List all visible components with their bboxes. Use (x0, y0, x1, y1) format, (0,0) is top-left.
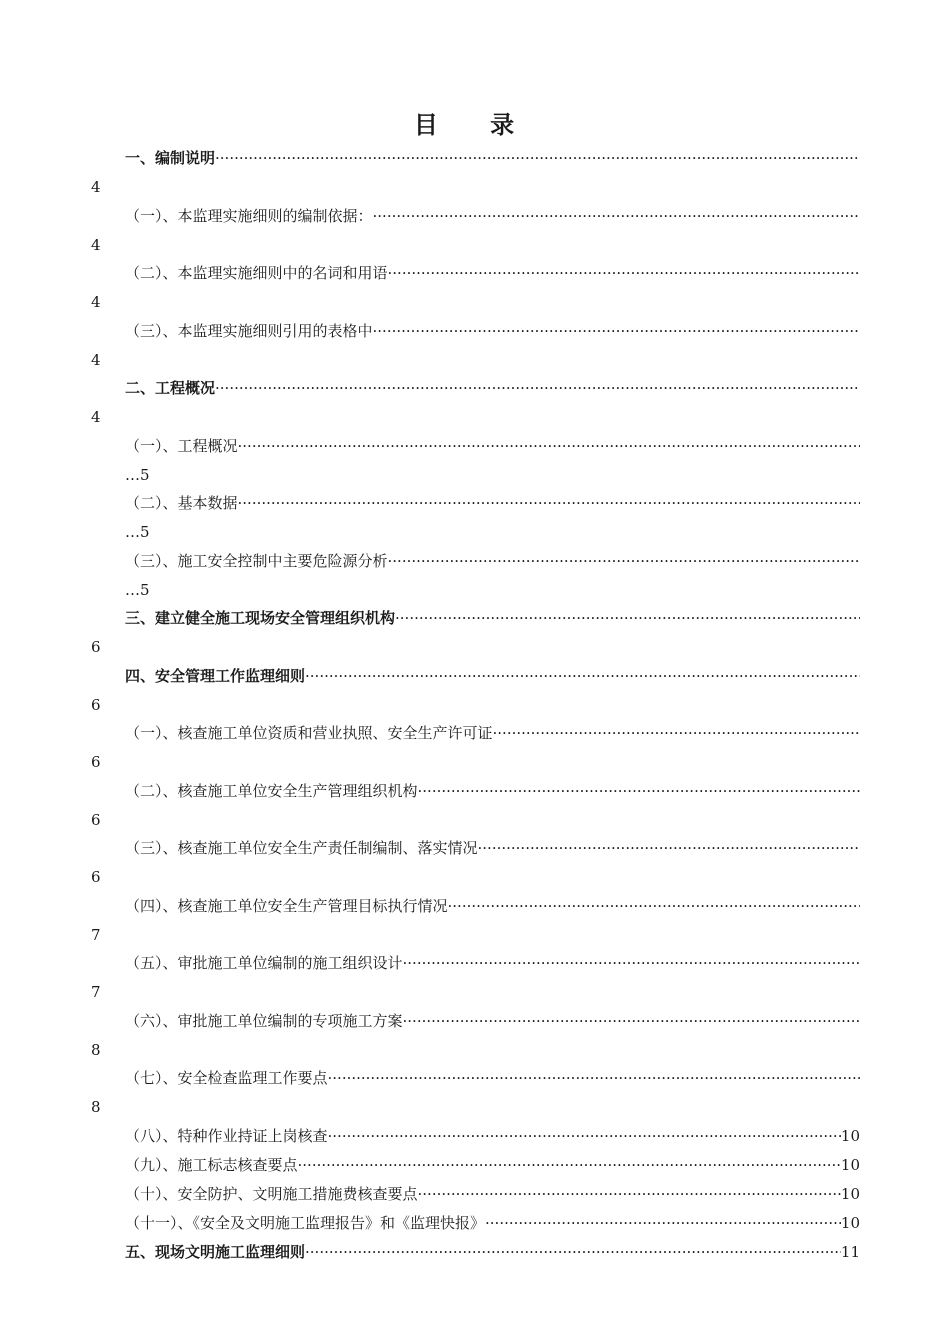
toc-page-number: 6 (91, 753, 101, 771)
toc-page-number: 8 (91, 1040, 101, 1059)
toc-leader-dots (403, 952, 860, 974)
toc-entry[interactable] (125, 492, 860, 514)
toc-entry-label: （一）、核查施工单位资质和营业执照、安全生产许可证 (125, 724, 493, 742)
toc-entry[interactable] (125, 895, 860, 917)
toc-entry[interactable] (125, 205, 860, 227)
toc-leader-dots (215, 377, 860, 399)
toc-entry[interactable] (125, 722, 860, 744)
toc-entry[interactable] (125, 1067, 860, 1089)
toc-entry-label: （十）、安全防护、文明施工措施费核查要点 (125, 1184, 418, 1203)
toc-entry[interactable] (125, 377, 860, 399)
toc-entry[interactable] (125, 837, 860, 859)
toc-leader-dots (305, 665, 860, 687)
toc-leader-dots (238, 492, 860, 514)
toc-page-number: 10 (840, 1126, 860, 1145)
toc-entry[interactable] (125, 1241, 860, 1263)
toc-entry-label: 四、安全管理工作监理细则 (125, 666, 306, 685)
toc-entry[interactable] (125, 550, 860, 572)
toc-entry[interactable] (125, 320, 860, 342)
toc-entry-label: （一）、本监理实施细则的编制依据： (125, 206, 373, 225)
toc-entry-label: 一、编制说明 (125, 149, 216, 167)
toc-entry[interactable] (125, 1154, 860, 1176)
toc-page-number: 4 (91, 293, 101, 311)
toc-leader-dots (298, 1154, 841, 1176)
toc-page-number: …5 (125, 580, 150, 599)
toc-leader-dots (328, 1125, 841, 1147)
toc-entry-label: （七）、安全检查监理工作要点 (125, 1069, 328, 1087)
toc-page-number: 4 (91, 350, 101, 369)
toc-leader-dots (388, 550, 860, 572)
toc-entry-label: （三）、核查施工单位安全生产责任制编制、落实情况 (125, 839, 478, 857)
toc-leader-dots (448, 895, 860, 917)
toc-entry-label: （二）、本监理实施细则中的名词和用语 (125, 264, 388, 282)
toc-page-number: 6 (91, 638, 101, 656)
toc-leader-dots (493, 722, 860, 744)
toc-leader-dots (403, 1010, 860, 1032)
toc-leader-dots (328, 1067, 860, 1089)
toc-entry-label: （六）、审批施工单位编制的专项施工方案 (125, 1011, 403, 1030)
toc-leader-dots (478, 837, 860, 859)
toc-page-number: …5 (125, 465, 150, 484)
toc-page-number: …5 (125, 523, 150, 541)
toc-entry[interactable] (125, 607, 860, 629)
toc-entry[interactable] (125, 262, 860, 284)
toc-entry-label: （九）、施工标志核查要点 (125, 1155, 298, 1174)
toc-entry[interactable] (125, 1183, 860, 1205)
toc-page-number: 6 (91, 695, 101, 714)
toc-entry-label: （五）、审批施工单位编制的施工组织设计 (125, 954, 403, 972)
toc-entry-label: （二）、核查施工单位安全生产管理组织机构 (125, 781, 418, 800)
toc-entry-label: （一）、工程概况 (125, 436, 238, 455)
toc-leader-dots (238, 435, 860, 457)
toc-page-number: 10 (840, 1155, 860, 1174)
toc-entry-label: （四）、核查施工单位安全生产管理目标执行情况 (125, 896, 448, 915)
toc-leader-dots (215, 147, 860, 169)
toc-page-number: 4 (91, 408, 101, 426)
toc-page-number: 10 (840, 1213, 860, 1232)
toc-entry[interactable] (125, 1125, 860, 1147)
toc-page-number: 4 (91, 178, 101, 196)
toc-leader-dots (418, 1183, 841, 1205)
toc-leader-dots (305, 1241, 841, 1263)
toc-leader-dots (418, 780, 860, 802)
toc-entry-label: 五、现场文明施工监理细则 (125, 1242, 306, 1261)
toc-page-number: 11 (840, 1242, 860, 1261)
toc-entry[interactable] (125, 665, 860, 687)
page-title: 目 录 (413, 110, 537, 139)
toc-leader-dots (395, 607, 860, 629)
toc-entry-label: （三）、本监理实施细则引用的表格中 (125, 321, 373, 340)
toc-entry-label: （三）、施工安全控制中主要危险源分析 (125, 551, 388, 570)
toc-page-number: 4 (91, 235, 101, 254)
toc-entry-label: （八）、特种作业持证上岗核查 (125, 1126, 328, 1145)
toc-page-number: 6 (91, 810, 101, 829)
toc-page-number: 6 (91, 868, 101, 886)
toc-leader-dots (373, 320, 860, 342)
toc-page-number: 7 (91, 925, 101, 944)
toc-entry[interactable] (125, 147, 860, 169)
toc-entry[interactable] (125, 435, 860, 457)
toc-entry[interactable] (125, 1010, 860, 1032)
toc-entry-label: （二）、基本数据 (125, 494, 238, 512)
toc-entry[interactable] (125, 1212, 860, 1234)
toc-entry[interactable] (125, 952, 860, 974)
toc-leader-dots (388, 262, 860, 284)
toc-entry-label: 二、工程概况 (125, 379, 216, 397)
toc-page-number: 10 (840, 1184, 860, 1203)
toc-leader-dots (373, 205, 860, 227)
toc-entry[interactable] (125, 780, 860, 802)
toc-entry-label: （十一）、《安全及文明施工监理报告》和《监理快报》 (125, 1213, 486, 1232)
toc-page-number: 8 (91, 1098, 101, 1116)
toc-page-number: 7 (91, 983, 101, 1001)
toc-leader-dots (485, 1212, 841, 1234)
toc-entry-label: 三、建立健全施工现场安全管理组织机构 (125, 609, 396, 627)
